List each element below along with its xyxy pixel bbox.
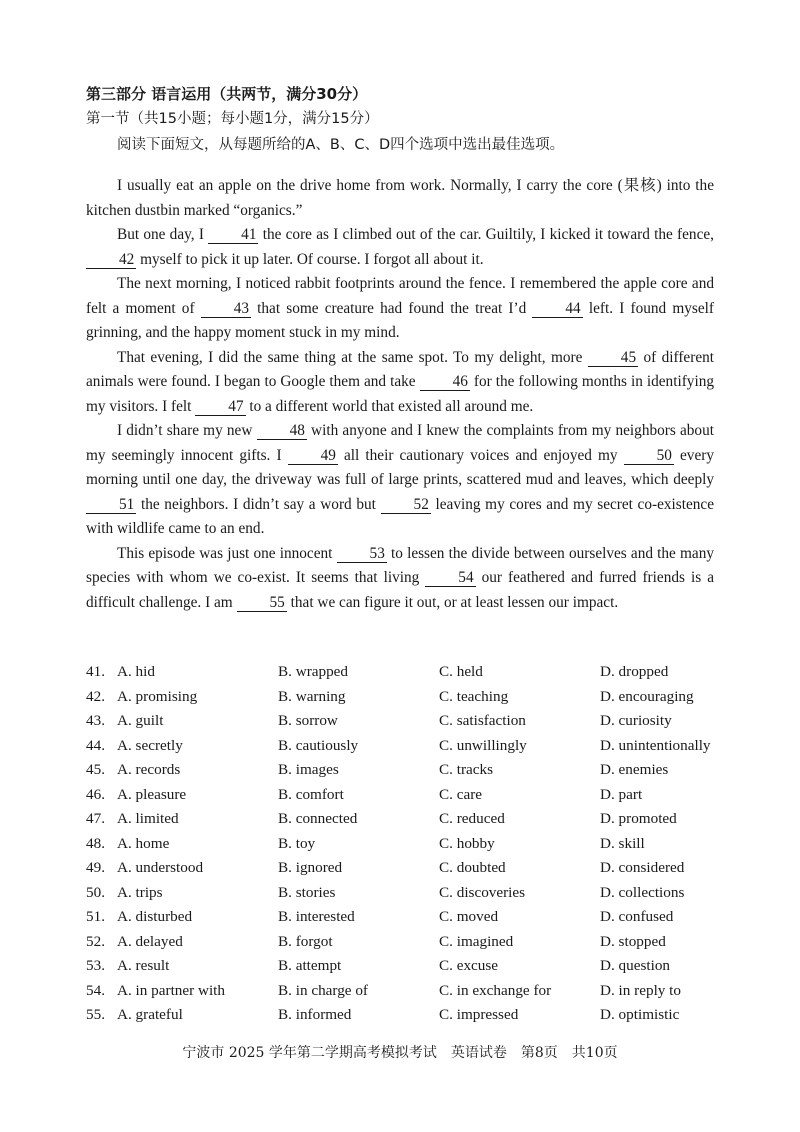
- passage-text: the neighbors. I didn’t say a word but: [136, 495, 381, 513]
- option-a: A. trips: [117, 883, 163, 901]
- question-row: [86, 1003, 726, 1028]
- paragraph-4: [86, 346, 714, 420]
- option-a: A. result: [117, 957, 170, 974]
- question-row: [86, 856, 726, 881]
- blank-41: 41: [208, 226, 258, 244]
- passage-text: for the following months in identifying my visitors. I felt: [86, 373, 714, 415]
- blank-53: 53: [337, 545, 387, 563]
- option-c: C. teaching: [439, 687, 509, 705]
- paragraph-3: [86, 272, 714, 346]
- option-a: A. secretly: [117, 736, 183, 754]
- passage-text: leaving my cores and my secret co-existence with wildlife came to an end.: [86, 495, 715, 537]
- blank-42: 42: [86, 251, 136, 269]
- question-number: 50.: [86, 883, 105, 901]
- question-number: 43.: [86, 712, 105, 729]
- option-d: D. unintentionally: [600, 736, 711, 754]
- passage-text: of different animals were found. I began to Google them and take: [86, 348, 715, 390]
- option-b: B. in charge of: [278, 981, 368, 999]
- passage-text: all their cautionary voices and enjoyed my: [337, 446, 624, 464]
- passage-text: I didn’t share my new: [117, 422, 257, 439]
- option-c: C. held: [439, 663, 483, 680]
- blank-48: 48: [257, 422, 307, 440]
- blank-49: 49: [288, 447, 338, 465]
- passage-text: our feathered and furred friends is a difficult challenge. I am: [86, 569, 714, 611]
- option-b: B. forgot: [278, 932, 333, 950]
- option-d: D. considered: [600, 859, 685, 876]
- option-b: B. sorrow: [278, 712, 338, 729]
- passage-text: the core as I climbed out of the car. Guiltily, I kicked it toward the fence,: [258, 226, 714, 243]
- option-d: D. encouraging: [600, 687, 694, 705]
- options-list: [86, 660, 726, 1028]
- option-c: C. in exchange for: [439, 981, 552, 999]
- option-c: C. reduced: [439, 810, 505, 827]
- option-d: D. optimistic: [600, 1006, 680, 1023]
- question-number: 47.: [86, 810, 105, 827]
- passage-text: that some creature had found the treat I’d: [251, 299, 533, 317]
- option-d: D. skill: [600, 834, 645, 852]
- question-number: 44.: [86, 736, 105, 754]
- section-title: 第三部分 语言运用（共两节，满分30分）: [86, 85, 368, 103]
- blank-55: 55: [237, 594, 287, 612]
- option-d: D. collections: [600, 883, 685, 901]
- question-row: [86, 758, 726, 783]
- passage-text: left. I found myself grinning, and the happy moment stuck in my mind.: [86, 299, 714, 341]
- question-row: [86, 709, 726, 734]
- instructions: 阅读下面短文，从每题所给的A、B、C、D四个选项中选出最佳选项。: [117, 137, 565, 153]
- option-a: A. disturbed: [117, 908, 193, 925]
- option-b: B. interested: [278, 908, 355, 925]
- blank-47: 47: [195, 398, 245, 416]
- option-b: B. cautiously: [278, 736, 359, 754]
- option-c: C. doubted: [439, 859, 506, 876]
- option-a: A. records: [117, 761, 181, 778]
- option-c: C. discoveries: [439, 883, 526, 901]
- blank-45: 45: [588, 349, 638, 367]
- blank-50: 50: [624, 447, 674, 465]
- option-d: D. confused: [600, 908, 674, 925]
- blank-52: 52: [381, 496, 431, 514]
- blank-51: 51: [86, 496, 136, 514]
- paragraph-1: [86, 174, 714, 223]
- option-a: A. home: [117, 834, 170, 852]
- paragraph-6: [86, 542, 714, 616]
- passage-text: with anyone and I knew the complaints from my neighbors about my seemingly innocent gifts. I: [86, 422, 714, 464]
- question-number: 45.: [86, 761, 105, 778]
- subsection-title: 第一节（共15小题；每小题1分，满分15分）: [86, 111, 379, 127]
- option-c: C. satisfaction: [439, 712, 526, 729]
- option-a: A. delayed: [117, 932, 183, 950]
- option-a: A. understood: [117, 859, 204, 876]
- question-number: 41.: [86, 663, 105, 680]
- passage-text: The next morning, I noticed rabbit footprints around the fence. I remembered the apple core and felt a moment of: [86, 275, 714, 317]
- question-number: 42.: [86, 687, 105, 705]
- passage-text: myself to pick it up later. Of course. I forgot all about it.: [136, 250, 484, 268]
- option-d: D. enemies: [600, 761, 669, 778]
- option-b: B. wrapped: [278, 663, 349, 680]
- blank-43: 43: [201, 300, 251, 318]
- passage-text: I usually eat an apple on the drive home from work. Normally, I carry the core (果核) into the kitchen dustbin marked “organics.”: [86, 177, 714, 219]
- question-number: 52.: [86, 932, 105, 950]
- option-d: D. question: [600, 957, 671, 974]
- page-footer: 宁波市 2025 学年第二学期高考模拟考试 英语试卷 第8页 共10页: [182, 1045, 618, 1061]
- option-b: B. toy: [278, 834, 316, 852]
- question-row: [86, 930, 726, 955]
- option-c: C. excuse: [439, 957, 499, 974]
- question-row: [86, 832, 726, 857]
- question-row: [86, 905, 726, 930]
- passage-text: That evening, I did the same thing at the same spot. To my delight, more: [117, 348, 588, 366]
- option-d: D. stopped: [600, 932, 666, 950]
- option-b: B. connected: [278, 810, 358, 827]
- option-b: B. informed: [278, 1006, 352, 1023]
- option-a: A. limited: [117, 810, 179, 827]
- option-b: B. images: [278, 761, 339, 778]
- question-row: [86, 734, 726, 759]
- option-a: A. promising: [117, 687, 198, 705]
- option-c: C. impressed: [439, 1006, 519, 1023]
- option-d: D. dropped: [600, 663, 669, 680]
- option-d: D. part: [600, 785, 643, 803]
- blank-46: 46: [420, 373, 470, 391]
- option-b: B. comfort: [278, 785, 344, 803]
- question-number: 49.: [86, 859, 105, 876]
- option-c: C. hobby: [439, 834, 495, 852]
- question-number: 53.: [86, 957, 105, 974]
- question-number: 51.: [86, 908, 105, 925]
- option-c: C. imagined: [439, 932, 514, 950]
- passage-text: But one day, I: [117, 226, 209, 243]
- option-d: D. in reply to: [600, 981, 681, 999]
- question-row: [86, 881, 726, 906]
- option-a: A. pleasure: [117, 785, 187, 803]
- option-a: A. guilt: [117, 712, 164, 729]
- passage-text: that we can figure it out, or at least lessen our impact.: [286, 593, 619, 611]
- option-a: A. in partner with: [117, 981, 225, 999]
- option-c: C. unwillingly: [439, 736, 527, 754]
- option-d: D. curiosity: [600, 712, 672, 729]
- question-number: 46.: [86, 785, 105, 803]
- question-row: [86, 807, 726, 832]
- blank-54: 54: [425, 569, 475, 587]
- option-b: B. stories: [278, 883, 336, 901]
- option-c: C. care: [439, 785, 483, 803]
- question-row: [86, 660, 726, 685]
- blank-44: 44: [532, 300, 582, 318]
- option-b: B. warning: [278, 687, 346, 705]
- passage-text: to a different world that existed all around me.: [245, 397, 534, 415]
- question-number: 55.: [86, 1006, 105, 1023]
- passage-text: to lessen the divide between ourselves and the many species with whom we co-exist. It seems that living: [86, 544, 714, 586]
- option-b: B. ignored: [278, 859, 343, 876]
- option-c: C. moved: [439, 908, 499, 925]
- paragraph-2: [86, 223, 714, 272]
- option-a: A. hid: [117, 663, 155, 680]
- question-row: [86, 783, 726, 808]
- option-c: C. tracks: [439, 761, 493, 778]
- question-row: [86, 954, 726, 979]
- option-a: A. grateful: [117, 1006, 183, 1023]
- question-row: [86, 685, 726, 710]
- option-b: B. attempt: [278, 957, 342, 974]
- passage-text: This episode was just one innocent: [117, 544, 337, 562]
- paragraph-5: [86, 419, 714, 542]
- option-d: D. promoted: [600, 810, 677, 827]
- question-row: [86, 979, 726, 1004]
- question-number: 48.: [86, 834, 105, 852]
- question-number: 54.: [86, 981, 105, 999]
- cloze-passage: [86, 174, 714, 615]
- passage-text: every morning until one day, the driveway was full of large prints, scattered mud and leaves, which deeply: [86, 446, 714, 488]
